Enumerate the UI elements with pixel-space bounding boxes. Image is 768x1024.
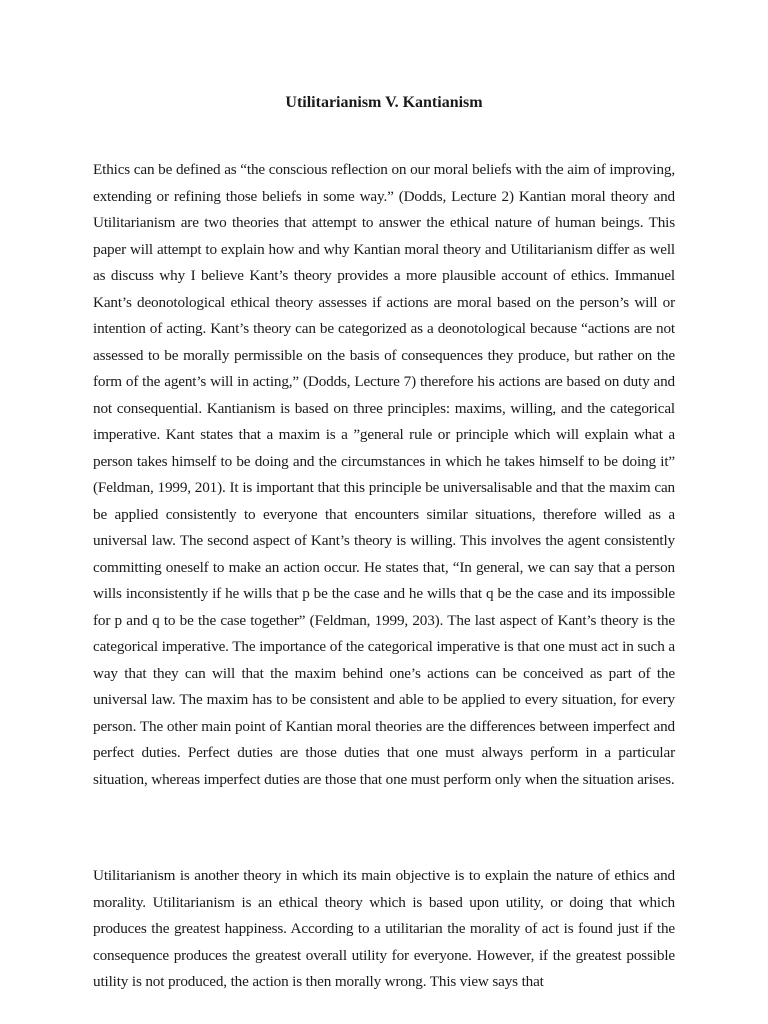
document-title: Utilitarianism V. Kantianism [285, 94, 483, 111]
paragraph-kantianism: Ethics can be defined as “the conscious reflection on our moral beliefs with the aim of improving, extending or refining those beliefs in some way.” (Dodds, Lecture 2) Kantian moral theory and Utilitarianism are two theories that attempt to answer the ethical nature of human beings. This paper will attempt to explain how and why Kantian moral theory and Utilitarianism differ as well as discuss why I believe Kant’s theory provides a more plausible account of ethics. Immanuel Kant’s deonotological ethical theory assesses if actions are moral based on the person’s will or intention of acting. Kant’s theory can be categorized as a deonotological because “actions are not assessed to be morally permissible on the basis of consequences they produce, but rather on the form of the agent’s will in acting,” (Dodds, Lecture 7) therefore his actions are based on duty and not consequential. Kantianism is based on three principles: maxims, willing, and the categorical imperative. Kant states that a maxim is a ”general rule or principle which will explain what a person takes himself to be doing and the circumstances in which he takes himself to be doing it” (Feldman, 1999, 201). It is important that this principle be universalisable and that the maxim can be applied consistently to everyone that encounters similar situations, therefore willed as a universal law. The second aspect of Kant’s theory is willing. This involves the agent consistently committing oneself to make an action occur. He states that, “In general, we can say that a person wills inconsistently if he wills that p be the case and he wills that q be the case and its impossible for p and q to be the case together” (Feldman, 1999, 203). The last aspect of Kant’s theory is the categorical imperative. The importance of the categorical imperative is that one must act in such a way that they can will that the maxim behind one’s actions can be conceived as part of the universal law. The maxim has to be consistent and able to be applied to every situation, for every person. The other main point of Kantian moral theories are the differences between imperfect and perfect duties. Perfect duties are those duties that one must always perform in a particular situation, whereas imperfect duties are those that one must perform only when the situation arises. [93, 161, 675, 788]
paragraph-utilitarianism: Utilitarianism is another theory in which its main objective is to explain the nature of ethics and morality. Utilitarianism is an ethical theory which is based upon utility, or doing that which produces the greatest happiness. According to a utilitarian the morality of act is found just if the consequence produces the greatest overall utility for everyone. However, if the greatest possible utility is not produced, the action is then morally wrong. This view says that [93, 867, 675, 990]
